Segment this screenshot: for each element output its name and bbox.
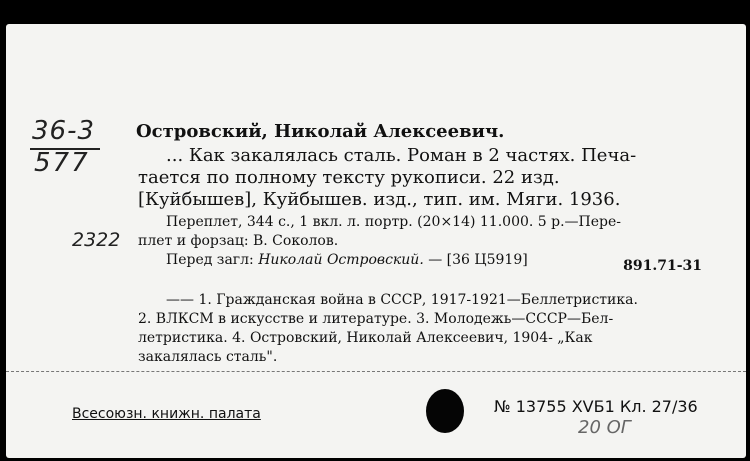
title-note-code: — [36 Ц5919] (428, 252, 528, 268)
shelfmark-bottom: 577 (34, 148, 90, 178)
card-divider (6, 371, 746, 372)
handwritten-small: 20 ОГ (578, 417, 631, 438)
title-note-label: Перед загл: (166, 252, 254, 268)
physical-line-1: Переплет, 344 с., 1 вкл. л. портр. (20×14) 11.000. 5 р.—Пере- (166, 214, 622, 230)
title-note (166, 250, 528, 270)
subject-line-3: летристика. 4. Островский, Николай Алексеевич, 1904- „Как (138, 330, 593, 346)
handwritten-note: 2322 (72, 229, 121, 251)
publisher-name: Всесоюзн. книжн. палата (72, 406, 261, 422)
physical-line-2: плет и форзац: В. Соколов. (138, 233, 339, 249)
card-number: № 13755 XVБ1 Кл. 27/36 (494, 397, 698, 416)
catalog-card (6, 24, 746, 458)
subject-line-2: 2. ВЛКСМ в искусстве и литературе. 3. Молодежь—СССР—Бел- (138, 311, 614, 327)
title-line-1: ... Как закалялась сталь. Роман в 2 частях. Печа- (166, 145, 637, 166)
title-line-3: [Куйбышев], Куйбышев. изд., тип. им. Мяги. 1936. (138, 189, 621, 210)
ink-stamp (426, 389, 464, 433)
shelfmark-top: 36-3 (32, 116, 96, 146)
title-note-name: Николай Островский. (258, 252, 424, 268)
subject-line-4: закалялась сталь". (138, 349, 278, 365)
title-line-2: тается по полному тексту рукописи. 22 изд. (138, 167, 560, 188)
udc-code: 891.71-31 (623, 258, 702, 274)
author-heading: Островский, Николай Алексеевич. (136, 121, 505, 142)
subject-line-1: —— 1. Гражданская война в СССР, 1917-1921—Беллетристика. (166, 292, 638, 308)
